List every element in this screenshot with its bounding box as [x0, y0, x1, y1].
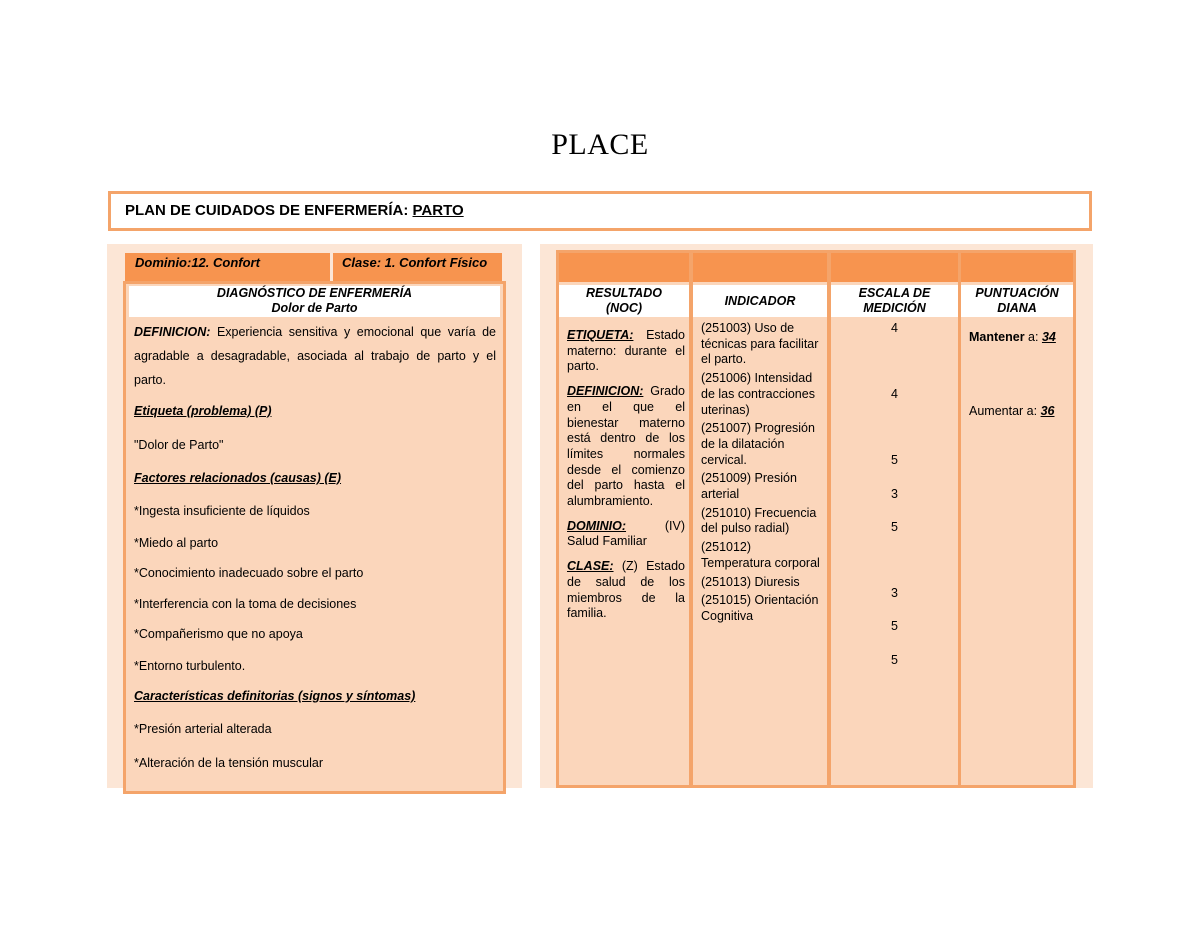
mantener-line [969, 330, 1073, 346]
resultado-definicion-label: DEFINICION: [567, 384, 644, 399]
indicador-item: (251003) Uso de técnicas para facilitar el parto. [701, 321, 819, 367]
plan-heading-topic: PARTO [412, 202, 464, 219]
escala-value: 4 [891, 387, 898, 401]
escala-value: 5 [891, 520, 898, 534]
resultado-etiqueta-label: ETIQUETA: [567, 328, 634, 342]
definition-text: Experiencia sensitiva y emocional que varía de agradable a desagradable, asociada al trabajo de parto y el parto. [134, 325, 496, 387]
puntuacion-column [958, 250, 1076, 788]
escala-value: 3 [891, 586, 898, 600]
column-header-bar [693, 253, 827, 282]
diagnosis-subtitle: Dolor de Parto [271, 301, 358, 315]
escala-column [828, 250, 961, 788]
resultado-dominio-text: (IV) Salud Familiar [567, 518, 685, 549]
indicador-column [690, 250, 830, 788]
caracteristicas-label: Características definitorias (signos y síntomas) [134, 689, 416, 703]
mantener-label: Mantener [969, 330, 1025, 344]
factor-item: *Entorno turbulento. [134, 659, 246, 673]
mantener-value: 34 [1041, 330, 1056, 344]
factor-item: *Conocimiento inadecuado sobre el parto [134, 566, 364, 580]
caracteristica-item: *Presión arterial alterada [134, 722, 272, 736]
indicador-item: (251009) Presión arterial [701, 471, 797, 502]
diagnosis-heading [129, 286, 500, 317]
diagnosis-body [134, 320, 496, 770]
column-header-bar [559, 253, 689, 282]
indicador-item: (251010) Frecuencia del pulso radial) [701, 505, 817, 536]
factores-label: Factores relacionados (causas) (E) [134, 471, 342, 485]
resultado-clase [567, 559, 685, 622]
escala-value: 3 [891, 487, 898, 501]
factor-item: *Ingesta insuficiente de líquidos [134, 504, 310, 518]
indicador-header: INDICADOR [693, 285, 827, 317]
plan-title-box [108, 191, 1092, 231]
resultado-header: RESULTADO (NOC) [559, 285, 689, 317]
resultado-etiqueta-text: Estado materno: durante el parto. [567, 328, 685, 374]
clase-label: Clase: 1. Confort Físico [342, 255, 488, 270]
indicador-item: (251013) Diuresis [701, 574, 800, 589]
aumentar-value: 36 [1040, 404, 1055, 418]
resultado-content [567, 328, 685, 622]
escala-header: ESCALA DE MEDICIÓN [831, 285, 958, 317]
resultado-dominio-label: DOMINIO: [567, 518, 627, 533]
indicador-item: (251007) Progresión de la dilatación cervical. [701, 421, 815, 467]
escala-value: 4 [891, 321, 898, 335]
dominio-label: Dominio:12. Confort [135, 255, 260, 270]
document-title: PLACE [551, 128, 649, 161]
mantener-mid: a: [1024, 330, 1042, 344]
indicador-item: (251006) Intensidad de las contracciones uterinas) [701, 371, 815, 417]
puntuacion-header: PUNTUACIÓN DIANA [961, 285, 1073, 317]
escala-value: 5 [891, 453, 898, 467]
caracteristica-item: *Alteración de la tensión muscular [134, 756, 323, 770]
resultado-etiqueta [567, 328, 685, 375]
diagnosis-card [123, 281, 506, 794]
indicador-item: (251012) Temperatura corporal [701, 540, 820, 570]
plan-heading-prefix: PLAN DE CUIDADOS DE ENFERMERÍA: [125, 202, 413, 219]
etiqueta-value: "Dolor de Parto" [134, 438, 224, 452]
column-header-bar [961, 253, 1073, 282]
escala-value: 5 [891, 619, 898, 633]
column-header-bar [831, 253, 958, 282]
resultado-dominio [567, 519, 685, 550]
indicador-list [701, 321, 823, 625]
resultado-clase-text: (Z) Estado de salud de los miembros de la familia. [567, 559, 685, 621]
diagnosis-header-bar [125, 253, 502, 281]
plan-heading [125, 202, 464, 219]
aumentar-line [969, 404, 1073, 420]
header-divider [330, 253, 333, 281]
indicador-item: (251015) Orientación Cognitiva [701, 593, 819, 623]
resultado-definicion-text: Grado en el que el bienestar materno está dentro de los límites normales desde el comienzo del parto hasta el alumbramiento. [567, 384, 685, 509]
factor-item: *Compañerismo que no apoya [134, 627, 303, 641]
diagnosis-title: DIAGNÓSTICO DE ENFERMERÍA [216, 286, 413, 300]
definition-paragraph [134, 320, 496, 392]
aumentar-label: Aumentar a: [969, 404, 1041, 418]
factor-item: *Interferencia con la toma de decisiones [134, 597, 357, 611]
etiqueta-label: Etiqueta (problema) (P) [134, 404, 272, 418]
resultado-clase-label: CLASE: [567, 559, 614, 574]
definition-label: DEFINICION: [134, 325, 211, 339]
resultado-column [556, 250, 692, 788]
factor-item: *Miedo al parto [134, 536, 219, 550]
resultado-definicion [567, 384, 685, 510]
escala-value: 5 [891, 653, 898, 667]
